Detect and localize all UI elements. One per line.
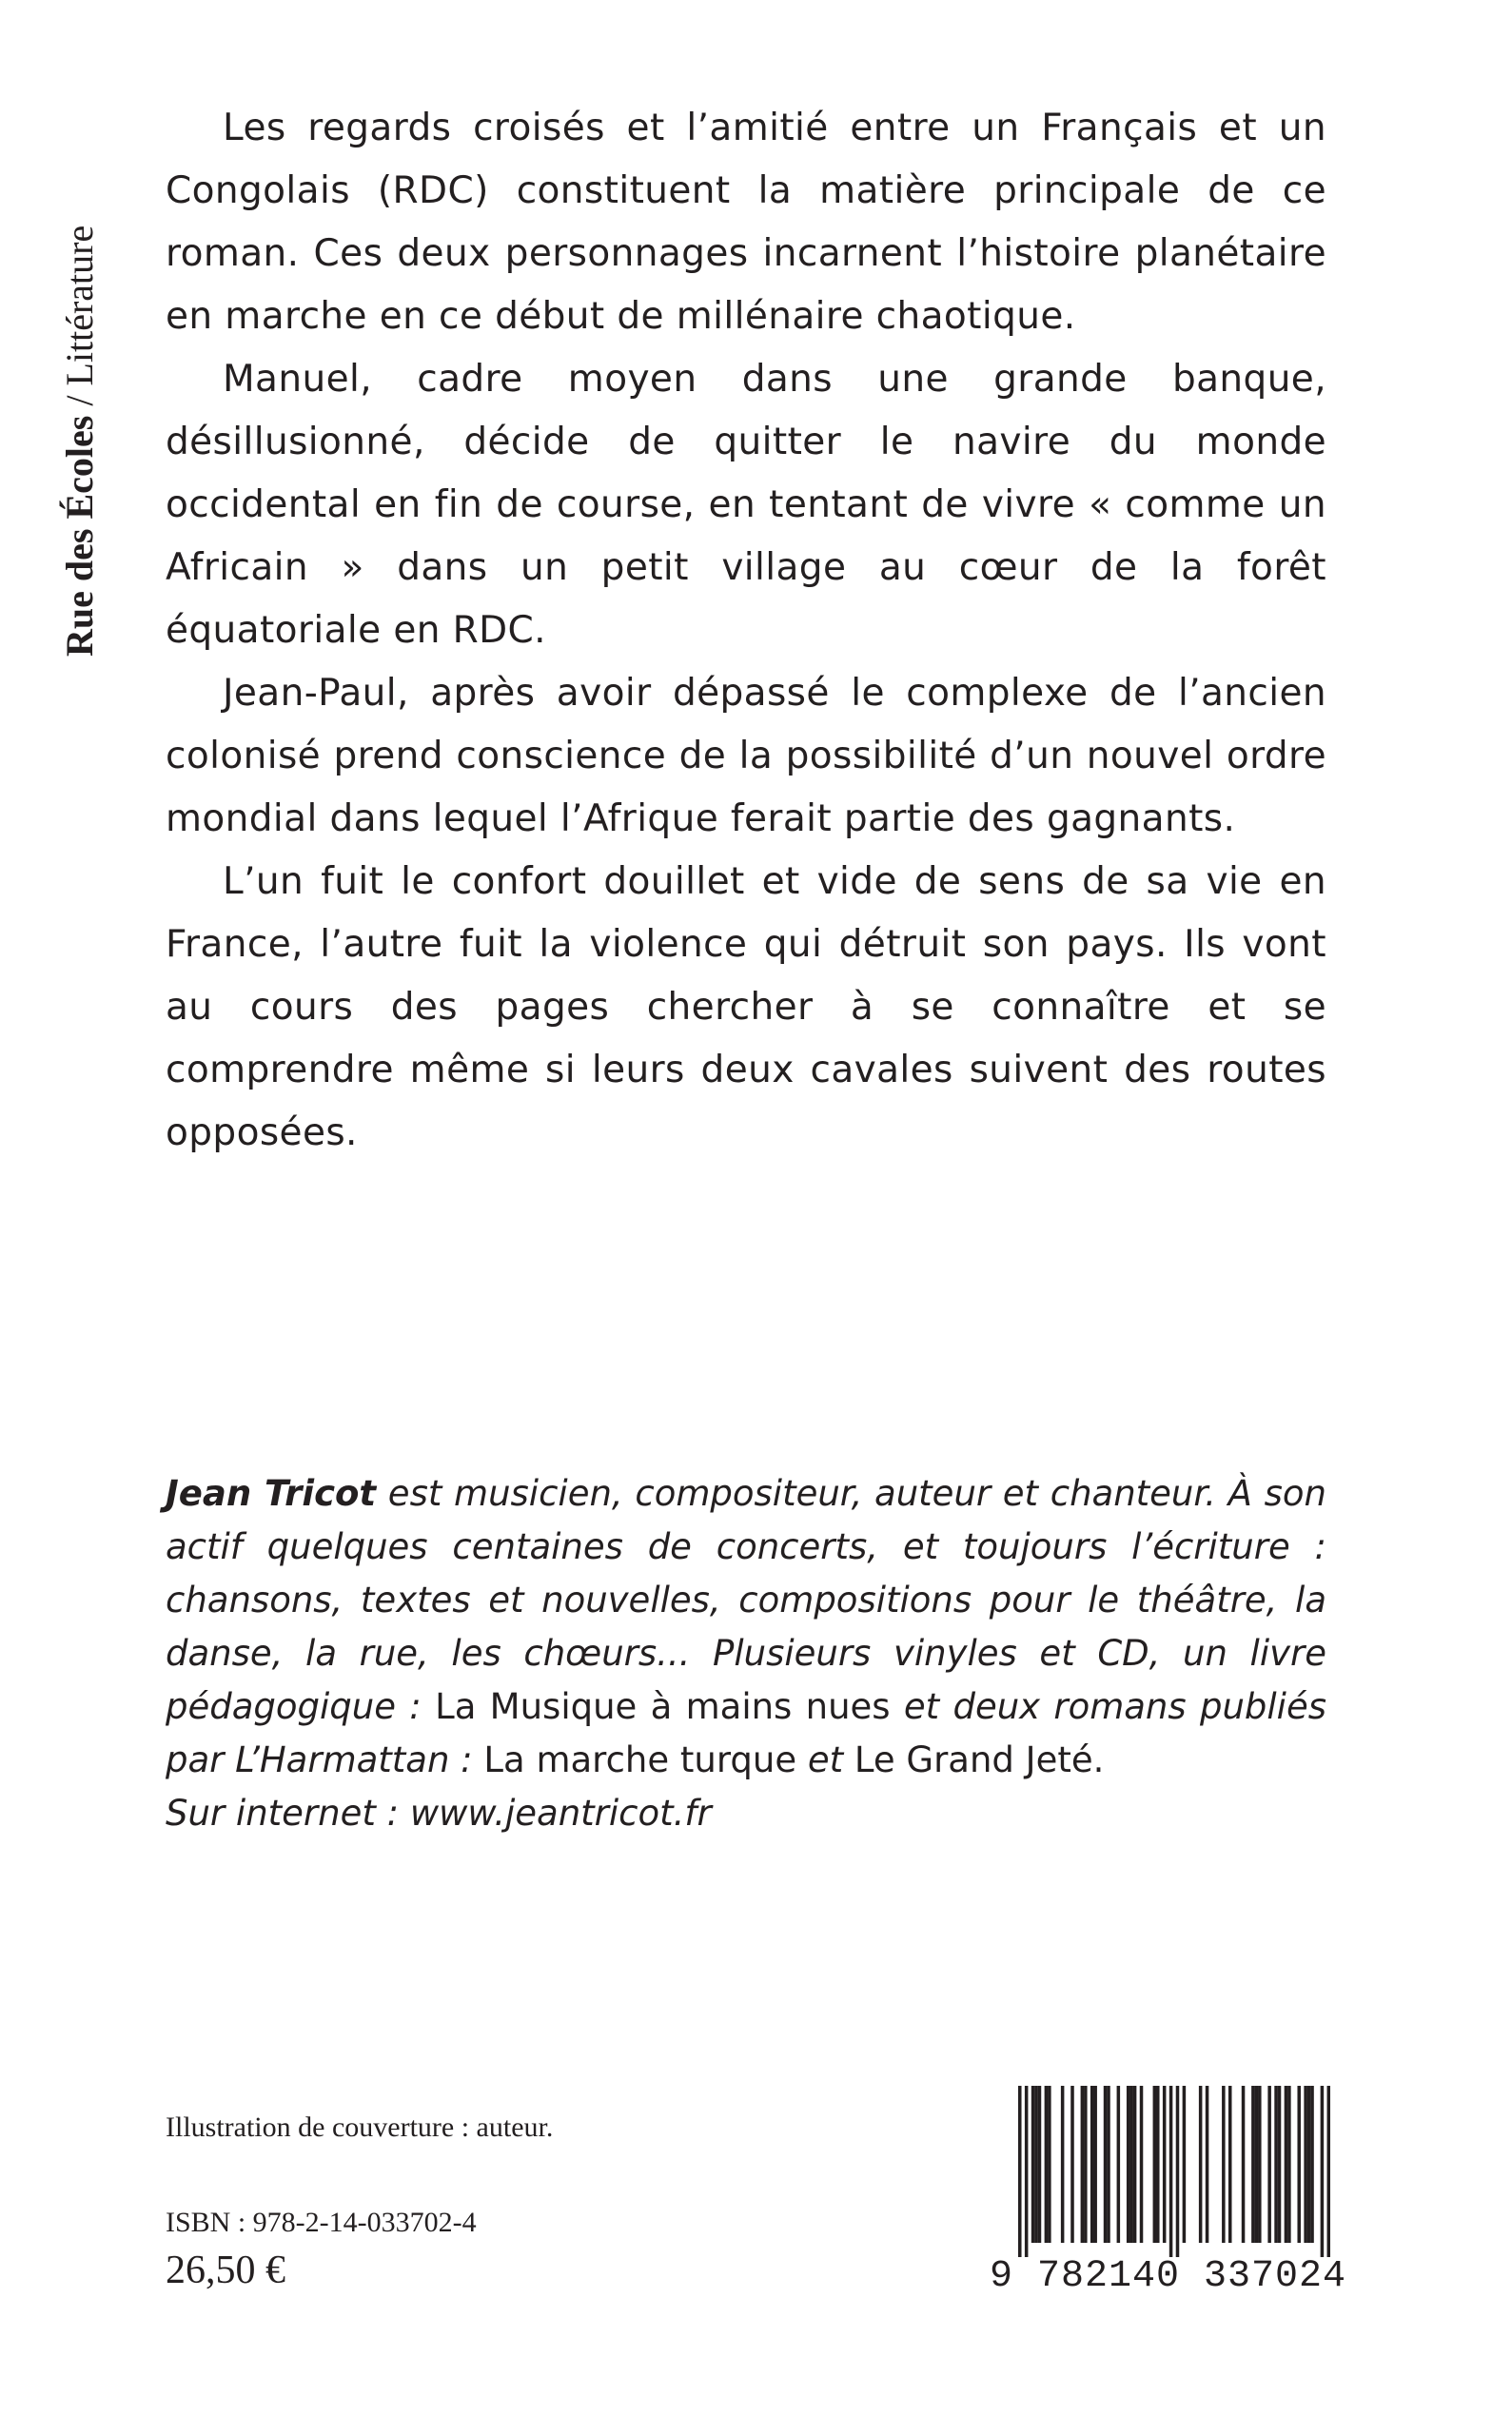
book-title: La marche turque bbox=[483, 1739, 797, 1780]
barcode-bar bbox=[1093, 2086, 1097, 2243]
barcode-bar bbox=[1297, 2086, 1301, 2243]
author-website: Sur internet : www.jeantricot.fr bbox=[166, 1793, 712, 1834]
barcode-bar bbox=[1258, 2086, 1262, 2243]
barcode-bar bbox=[1061, 2086, 1065, 2243]
barcode-bar bbox=[1133, 2086, 1137, 2243]
barcode-bar bbox=[1107, 2086, 1110, 2243]
barcode-bar bbox=[1127, 2086, 1130, 2243]
barcode-bars bbox=[1018, 2086, 1330, 2257]
barcode-bar bbox=[1251, 2086, 1255, 2243]
barcode-bar bbox=[1327, 2086, 1330, 2257]
barcode-bar bbox=[1129, 2086, 1133, 2243]
barcode-bar bbox=[1304, 2086, 1307, 2243]
spine-collection-label bbox=[59, 226, 101, 657]
barcode-bar bbox=[1307, 2086, 1311, 2243]
barcode-bar bbox=[1176, 2086, 1180, 2257]
barcode-bar bbox=[1034, 2086, 1038, 2243]
blurb-paragraph: Jean-Paul, après avoir dépassé le complexe de l’ancien colonisé prend conscience de la possibilité d’un nouvel ordre mondial dans lequel l’Afrique ferait partie des gagnants. bbox=[166, 672, 1326, 840]
barcode-bar bbox=[1018, 2086, 1022, 2257]
barcode-bar bbox=[1274, 2086, 1278, 2243]
barcode-bar bbox=[1090, 2086, 1094, 2243]
barcode-bar bbox=[1084, 2086, 1088, 2243]
barcode-bar bbox=[1156, 2086, 1160, 2243]
barcode-bar bbox=[1153, 2086, 1157, 2243]
author-name: Jean Tricot bbox=[166, 1473, 377, 1514]
barcode-bar bbox=[1038, 2086, 1042, 2243]
isbn-label: ISBN : 978-2-14-033702-4 bbox=[166, 2207, 477, 2238]
barcode-bar bbox=[1206, 2086, 1209, 2243]
barcode-bar bbox=[1025, 2086, 1029, 2257]
bio-text: et bbox=[796, 1739, 854, 1780]
barcode-bar bbox=[1222, 2086, 1226, 2243]
barcode-bar bbox=[1104, 2086, 1108, 2243]
blurb-paragraph: Manuel, cadre moyen dans une grande banque, désillusionné, décide de quitter le navire du monde occidental en fin de course, en tentant de vivre « comme un Africain » dans un petit village au cœur de la forêt équatoriale en RDC. bbox=[166, 358, 1326, 652]
illustration-credit: Illustration de couverture : auteur. bbox=[166, 2112, 554, 2143]
barcode-bar bbox=[1255, 2086, 1259, 2243]
barcode-bar bbox=[1031, 2086, 1035, 2243]
series-name: Rue des Écoles bbox=[58, 415, 101, 657]
bio-text: et deux romans publiés par L’Harmattan : bbox=[166, 1686, 1326, 1780]
barcode-bar bbox=[1287, 2086, 1291, 2243]
blurb-paragraph: Les regards croisés et l’amitié entre un Français et un Congolais (RDC) constituent la matière principale de ce roman. Ces deux personnages incarnent l’histoire planétaire en marche en ce début de millénaire chaotique. bbox=[166, 107, 1326, 338]
back-cover-blurb bbox=[166, 97, 1326, 1165]
barcode-bar bbox=[1310, 2086, 1314, 2243]
collection-name: Littérature bbox=[58, 225, 101, 386]
series-separator: / bbox=[58, 385, 101, 416]
barcode-bar bbox=[1278, 2086, 1282, 2243]
barcode-bar bbox=[1183, 2086, 1187, 2243]
barcode-bar bbox=[1285, 2086, 1288, 2243]
barcode-bar bbox=[1081, 2086, 1085, 2243]
barcode-bar bbox=[1169, 2086, 1173, 2257]
barcode-bar bbox=[1117, 2086, 1121, 2243]
barcode-bar bbox=[1242, 2086, 1246, 2243]
ean-barcode bbox=[990, 2086, 1347, 2314]
book-title: La Musique à mains nues bbox=[435, 1686, 891, 1727]
barcode-number: 9 782140 337024 bbox=[990, 2255, 1347, 2298]
barcode-bar bbox=[1199, 2086, 1203, 2243]
barcode-bar bbox=[1163, 2086, 1167, 2243]
author-biography bbox=[166, 1467, 1326, 1840]
bio-paragraph bbox=[166, 1467, 1326, 1787]
barcode-bar bbox=[1140, 2086, 1144, 2243]
barcode-bar bbox=[1267, 2086, 1271, 2243]
bio-text: est musicien, compositeur, auteur et chanteur. À son actif quelques centaines de concerts, et toujours l’écriture : chansons, textes et nouvelles, compositions pour le théâtre, la danse, la rue, les chœurs... Plusieurs vinyles et CD, un livre pédagogique : bbox=[166, 1473, 1326, 1727]
barcode-bar bbox=[1228, 2086, 1232, 2243]
price-label: 26,50 € bbox=[166, 2249, 285, 2292]
barcode-bar bbox=[1045, 2086, 1049, 2243]
barcode-bar bbox=[1048, 2086, 1051, 2243]
barcode-bar bbox=[1321, 2086, 1325, 2257]
barcode-bar bbox=[1070, 2086, 1074, 2243]
book-title: Le Grand Jeté bbox=[854, 1739, 1093, 1780]
blurb-paragraph: L’un fuit le confort douillet et vide de sens de sa vie en France, l’autre fuit la violence qui détruit son pays. Ils vont au cours des pages chercher à se connaître et se comprendre même si leurs deux cavales suivent des routes opposées. bbox=[166, 860, 1326, 1154]
bio-text: . bbox=[1092, 1739, 1105, 1780]
